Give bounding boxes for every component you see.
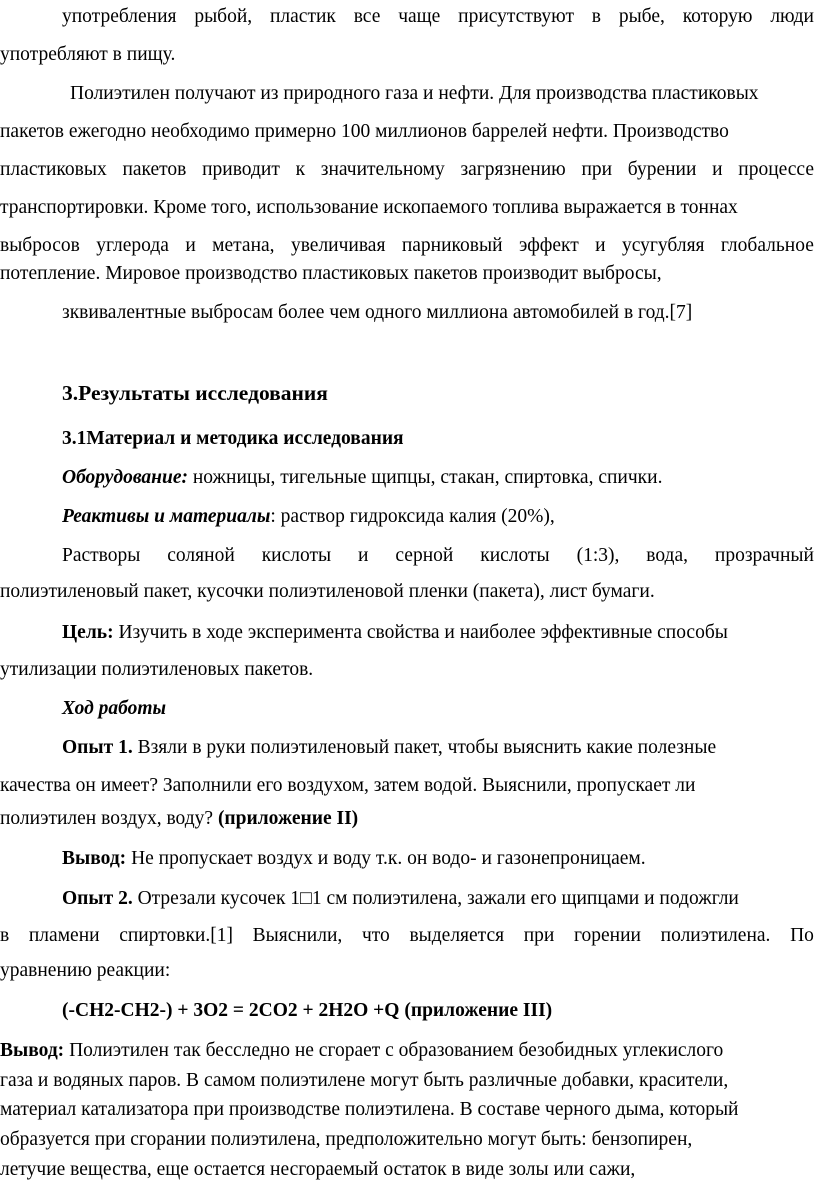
equipment-text: ножницы, тигельные щипцы, стакан, спиртовка, спички. <box>187 467 663 488</box>
word: усугубляя <box>622 235 705 256</box>
paragraph-line: образуется при сгорании полиэтилена, предположительно могут быть: бензопирен, <box>0 1129 693 1150</box>
conclusion-1-text: Не пропускает воздух и воду т.к. он водо- и газонепроницаем. <box>126 848 646 869</box>
word: процессе <box>738 159 814 180</box>
paragraph-line: транспортировки. Кроме того, использование ископаемого топлива выражается в тоннах <box>0 197 738 218</box>
word: и <box>358 545 369 566</box>
word: полиэтилена. <box>660 925 771 946</box>
word: бурении <box>627 159 697 180</box>
procedure-title: Ход работы <box>62 698 167 719</box>
experiment-2-text: Отрезали кусочек 1□1 см полиэтилена, зажали его щипцами и подожгли <box>132 888 739 909</box>
word: соляной <box>167 545 235 566</box>
word: выбросов <box>0 235 80 256</box>
word: спиртовки.[1] <box>119 925 233 946</box>
reaction-equation: (-CH2-CH2-) + 3O2 = 2CO2 + 2H2O +Q (приложение III) <box>62 1000 553 1021</box>
word: кислоты <box>480 545 550 566</box>
paragraph-line: потепление. Мировое производство пластиковых пакетов производит выбросы, <box>0 263 662 284</box>
equipment-line <box>0 463 816 493</box>
word: выделяется <box>409 925 505 946</box>
word: при <box>523 925 555 946</box>
word: загрязнению <box>460 159 566 180</box>
experiment-2-line <box>0 884 816 914</box>
word: Растворы <box>62 545 141 566</box>
paragraph-line: пакетов ежегодно необходимо примерно 100 миллионов баррелей нефти. Производство <box>0 121 729 142</box>
word: углерода <box>96 235 169 256</box>
word: значительному <box>320 159 445 180</box>
paragraph-line <box>0 155 816 185</box>
word: и <box>712 159 723 180</box>
word: рыбе, <box>618 6 665 27</box>
word: к <box>295 159 306 180</box>
reagents-label: Реактивы и материалы <box>62 506 271 527</box>
word: пластиковых <box>0 159 107 180</box>
word: употребления <box>62 6 177 27</box>
equipment-label: Оборудование: <box>62 467 188 488</box>
conclusion-2-label: Вывод: <box>0 1040 65 1061</box>
word: и <box>185 235 196 256</box>
word: эффект <box>518 235 579 256</box>
word: кислоты <box>261 545 332 566</box>
paragraph-line <box>0 804 816 834</box>
paragraph-line: летучие вещества, еще остается несгораемый остаток в виде золы или сажи, <box>0 1159 636 1180</box>
word: в <box>591 6 602 27</box>
paragraph-line: материал катализатора при производстве полиэтилена. В составе черного дыма, который <box>0 1099 739 1120</box>
experiment-1-label: Опыт 1. <box>62 737 133 758</box>
conclusion-1-line <box>0 844 816 874</box>
paragraph-line: Полиэтилен получают из природного газа и нефти. Для производства пластиковых <box>70 83 759 104</box>
paragraph-line <box>0 2 816 32</box>
paragraph-line: качества он имеет? Заполнили его воздухом, затем водой. Выяснили, пропускает ли <box>0 775 696 796</box>
word: люди <box>770 6 814 27</box>
appendix-reference: (приложение II) <box>217 808 359 829</box>
word: метана, <box>212 235 275 256</box>
section-title: 3.Результаты исследования <box>62 381 328 405</box>
paragraph-line: газа и водяных паров. В самом полиэтилене могут быть различные добавки, красители, <box>0 1070 729 1091</box>
word: присутствуют <box>458 6 574 27</box>
goal-label: Цель: <box>62 622 114 643</box>
word: чаще <box>398 6 441 27</box>
word: По <box>790 925 814 946</box>
word: и <box>595 235 606 256</box>
paragraph-line: полиэтиленовый пакет, кусочки полиэтиленовой пленки (пакета), лист бумаги. <box>0 581 655 602</box>
word: рыбой, <box>194 6 253 27</box>
conclusion-1-label: Вывод: <box>62 848 127 869</box>
word: приводит <box>202 159 280 180</box>
conclusion-2-text: Полиэтилен так бесследно не сгорает с образованием безобидных углекислого <box>64 1040 724 1061</box>
paragraph-line: употребляют в пищу. <box>0 44 176 65</box>
goal-text: Изучить в ходе эксперимента свойства и наиболее эффективные способы <box>113 622 728 643</box>
word: в <box>0 925 10 946</box>
word: что <box>361 925 390 946</box>
word: вода, <box>646 545 688 566</box>
word: которую <box>682 6 753 27</box>
word: глобальное <box>720 235 814 256</box>
paragraph-line: уравнению реакции: <box>0 960 171 981</box>
experiment-1-text-end: полиэтилен воздух, воду? <box>0 808 218 829</box>
paragraph-line <box>0 921 816 951</box>
paragraph-line: зквивалентные выбросам более чем одного миллиона автомобилей в год.[7] <box>62 302 693 323</box>
experiment-1-line <box>0 733 816 763</box>
word: Выяснили, <box>252 925 343 946</box>
goal-line <box>0 618 816 648</box>
paragraph-line <box>0 231 816 261</box>
word: пламени <box>28 925 100 946</box>
experiment-1-text: Взяли в руки полиэтиленовый пакет, чтобы выяснить какие полезные <box>132 737 717 758</box>
word: (1:3), <box>576 545 620 566</box>
word: серной <box>395 545 454 566</box>
word: увеличивая <box>290 235 386 256</box>
conclusion-2-line <box>0 1036 816 1066</box>
reagents-line <box>0 502 816 532</box>
word: прозрачный <box>714 545 814 566</box>
reagents-text: : раствор гидроксида калия (20%), <box>270 506 555 527</box>
word: горении <box>574 925 641 946</box>
paragraph-line <box>0 541 816 571</box>
experiment-2-label: Опыт 2. <box>62 888 133 909</box>
paragraph-line: утилизации полиэтиленовых пакетов. <box>0 659 314 680</box>
subsection-title: 3.1Материал и методика исследования <box>62 428 404 449</box>
word: пакетов <box>122 159 187 180</box>
word: парниковый <box>401 235 503 256</box>
word: пластик <box>269 6 336 27</box>
word: при <box>581 159 613 180</box>
word: все <box>353 6 381 27</box>
